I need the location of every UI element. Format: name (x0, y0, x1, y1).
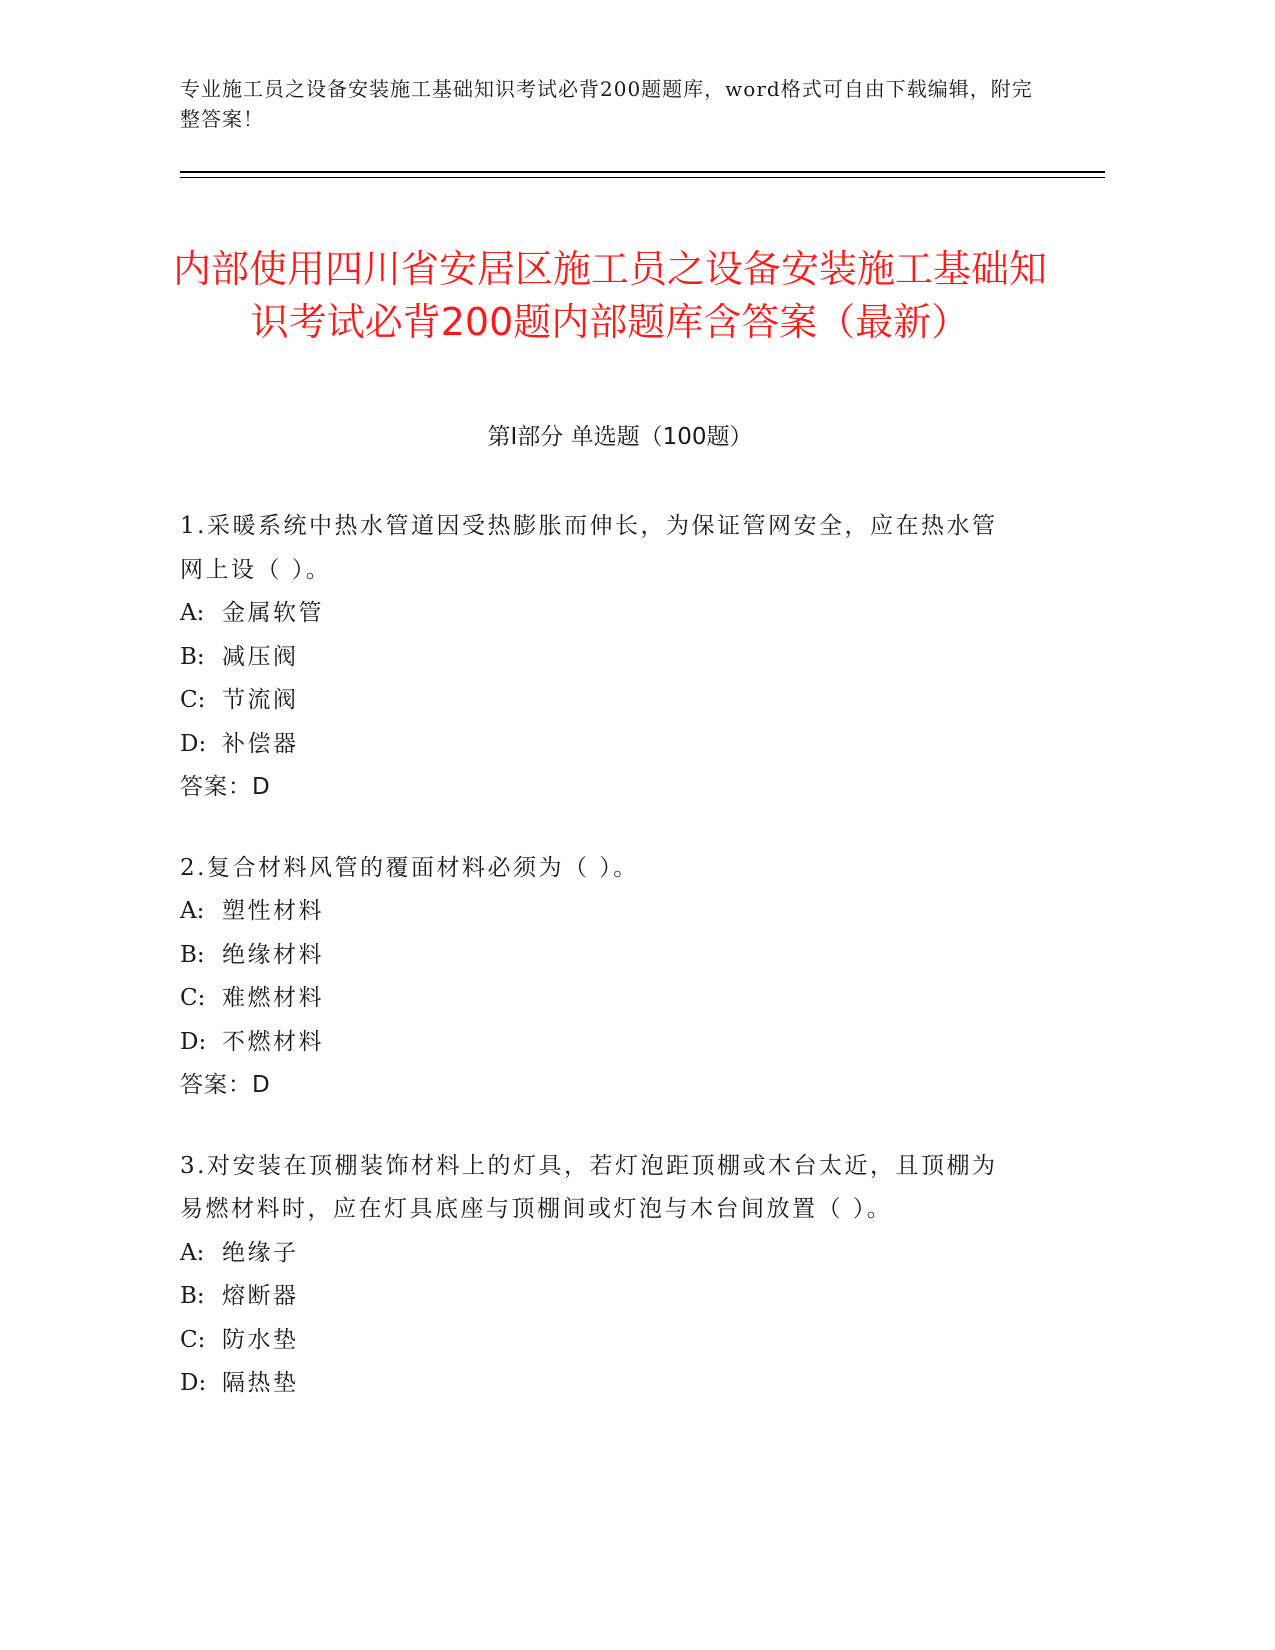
question-stem: 1.采暖系统中热水管道因受热膨胀而伸长，为保证管网安全，应在热水管网上设（ ）。 (180, 513, 998, 583)
answer-line (180, 1064, 1020, 1108)
option-a (180, 592, 1020, 636)
option-text: 绝缘子 (222, 1239, 299, 1266)
option-letter: A: (180, 898, 205, 924)
option-text: 节流阀 (222, 687, 299, 713)
answer-line (180, 766, 1020, 810)
option-letter: A: (180, 1239, 205, 1266)
question-stem: 2.复合材料风管的覆面材料必须为（ ）。 (180, 854, 639, 881)
option-a (180, 890, 1020, 934)
option-d (180, 723, 1020, 767)
option-letter: C: (180, 687, 206, 713)
header-note: 专业施工员之设备安装施工基础知识考试必背200题题库，word格式可自由下载编辑，附完整答案！ (180, 77, 1033, 131)
option-text: 难燃材料 (222, 985, 324, 1011)
option-text: 塑性材料 (222, 898, 324, 924)
document-title: 内部使用四川省安居区施工员之设备安装施工基础知识考试必背200题内部题库含答案（最新） (172, 247, 1047, 345)
option-letter: C: (180, 985, 206, 1011)
option-letter: D: (180, 730, 207, 757)
option-d (180, 1362, 1020, 1406)
option-text: 熔断器 (222, 1283, 299, 1309)
option-text: 金属软管 (222, 600, 324, 626)
option-letter: D: (180, 1370, 207, 1396)
option-text: 绝缘材料 (222, 941, 324, 968)
question-3 (180, 1145, 1020, 1406)
option-b (180, 1275, 1020, 1319)
option-a (180, 1232, 1020, 1276)
option-letter: B: (180, 1283, 205, 1309)
option-letter: B: (180, 941, 205, 968)
answer-label: 答案： (180, 1072, 252, 1098)
option-text: 减压阀 (222, 643, 299, 670)
answer-value: D (252, 1072, 271, 1098)
option-text: 不燃材料 (222, 1028, 324, 1055)
question-stem: 3.对安装在顶棚装饰材料上的灯具，若灯泡距顶棚或木台太近，且顶棚为易燃材料时，应在灯具底座与顶棚间或灯泡与木台间放置（ ）。 (180, 1152, 998, 1222)
question-list (180, 505, 1020, 1443)
header-rule-thick (180, 171, 1105, 173)
option-c (180, 679, 1020, 723)
answer-value: D (252, 774, 271, 800)
section-title: 第I部分 单选题（100题） (487, 424, 753, 450)
option-letter: A: (180, 600, 205, 626)
option-text: 隔热垫 (222, 1370, 299, 1396)
option-d (180, 1021, 1020, 1065)
option-b (180, 636, 1020, 680)
option-text: 防水垫 (222, 1326, 299, 1353)
option-c (180, 1319, 1020, 1363)
option-text: 补偿器 (222, 730, 299, 757)
question-2 (180, 847, 1020, 1108)
option-letter: C: (180, 1326, 206, 1353)
option-c (180, 977, 1020, 1021)
option-letter: D: (180, 1028, 207, 1055)
question-1 (180, 505, 1020, 810)
option-letter: B: (180, 643, 205, 670)
answer-label: 答案： (180, 774, 252, 800)
option-b (180, 934, 1020, 978)
header-rule-thin (180, 177, 1105, 178)
